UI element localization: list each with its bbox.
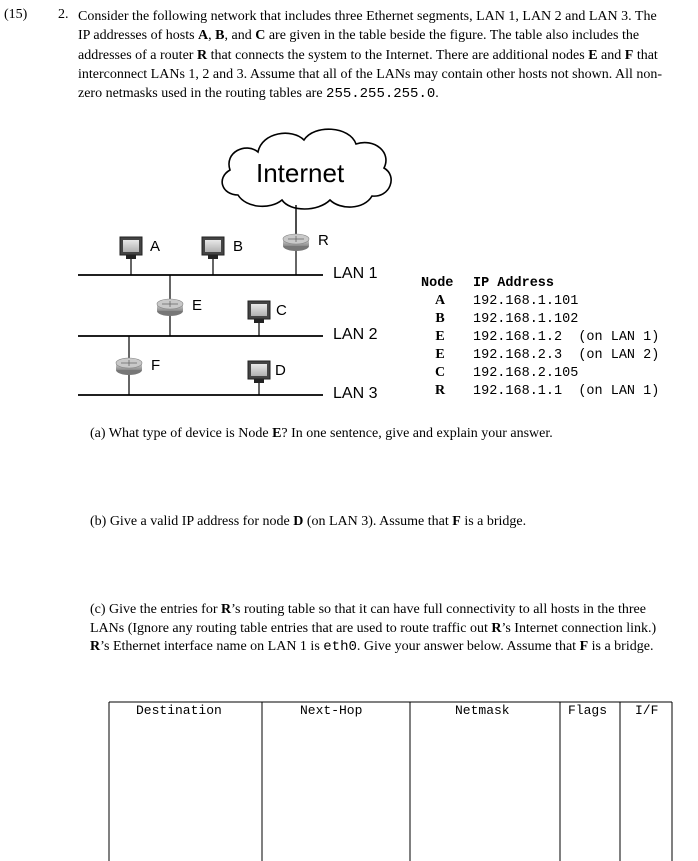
- routing-header-if: I/F: [635, 703, 659, 718]
- routing-header-destination: Destination: [136, 703, 222, 718]
- ip-table-row-ip: 192.168.1.1 (on LAN 1): [473, 384, 660, 399]
- lan2-label: LAN 2: [333, 326, 378, 343]
- question-part-b: (b) Give a valid IP address for node D (on LAN 3). Assume that F is a bridge.: [90, 514, 527, 529]
- ip-table-row-ip: 192.168.1.101: [473, 294, 579, 309]
- ip-table-row-ip: 192.168.2.105: [473, 366, 579, 381]
- node-r-label: R: [318, 232, 329, 249]
- ip-table-row-ip: 192.168.1.102: [473, 312, 579, 327]
- ip-table-header-node: Node: [421, 276, 454, 291]
- ip-table-header-ip: IP Address: [473, 276, 555, 291]
- node-e-label: E: [192, 297, 203, 314]
- ip-table-row-ip: 192.168.1.2 (on LAN 1): [473, 330, 660, 345]
- ip-table-row-node: A: [434, 293, 446, 308]
- question-part-c: (c) Give the entries for R’s routing table so that it can have full connectivity to all hosts in the three LANs (Ignore any routing table entries that are used to route traffic out R’s Internet connection link.) R’s Ethernet interface name on LAN 1 is eth0. Give your answer below. Assume that F is a bridge.: [90, 602, 657, 656]
- routing-header-netmask: Netmask: [455, 703, 510, 718]
- ip-table-row-node: R: [434, 383, 446, 398]
- ip-table-row-ip: 192.168.2.3 (on LAN 2): [473, 348, 660, 363]
- question-number: 2.: [58, 7, 69, 22]
- question-intro: Consider the following network that includes three Ethernet segments, LAN 1, LAN 2 and LAN 3. The IP addresses of hosts A, B, and C are given in the table beside the figure. The table also includes the addresses of a router R that connects the system to the Internet. There are additional nodes E and F that interconnect LANs 1, 2 and 3. Assume that all of the LANs may contain other hosts not shown. All non-zero netmasks used in the routing tables are 255.255.255.0.: [78, 9, 663, 103]
- internet-label: Internet: [256, 158, 345, 188]
- ip-table-row-node: C: [434, 365, 446, 380]
- routing-header-flags: Flags: [568, 703, 608, 718]
- node-a-label: A: [150, 238, 161, 255]
- ip-table-row-node: B: [435, 311, 445, 326]
- question-points: (15): [4, 7, 28, 22]
- node-c-label: C: [276, 302, 287, 319]
- node-d-label: D: [275, 362, 286, 379]
- node-b-label: B: [233, 238, 244, 255]
- lan3-label: LAN 3: [333, 385, 378, 402]
- ip-table-row-node: E: [435, 329, 445, 344]
- question-part-a: (a) What type of device is Node E? In one sentence, give and explain your answer.: [90, 426, 553, 441]
- routing-header-next-hop: Next-Hop: [300, 703, 363, 718]
- lan1-label: LAN 1: [333, 265, 378, 282]
- ip-table-row-node: E: [435, 347, 445, 362]
- node-f-label: F: [151, 357, 161, 374]
